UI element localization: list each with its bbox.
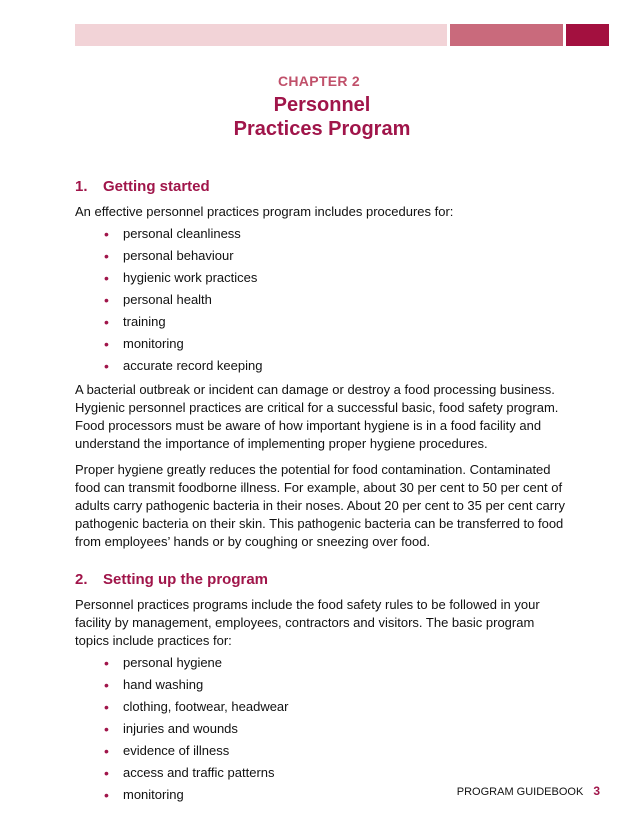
bullet-icon: • xyxy=(104,336,109,352)
header-bar-dark xyxy=(566,24,609,46)
list-item: • hygienic work practices xyxy=(75,267,570,289)
section-2-heading xyxy=(75,570,570,590)
bullet-icon: • xyxy=(104,292,109,308)
bullet-icon: • xyxy=(104,765,109,781)
list-item: • training xyxy=(75,311,570,333)
section-1-paragraph-1: A bacterial outbreak or incident can damage or destroy a food processing business. Hygienic personnel practices are critical for a successful basic, food safety program. Food processors must be aware of how important hygiene is in a food facility and understand the importance of implementing proper hygiene procedures. xyxy=(75,382,559,451)
bullet-icon: • xyxy=(104,721,109,737)
page-number: 3 xyxy=(593,784,600,798)
bullet-icon: • xyxy=(104,787,109,803)
list-item: • personal behaviour xyxy=(75,245,570,267)
bullet-icon: • xyxy=(104,314,109,330)
header-bar-mid xyxy=(450,24,563,46)
header-bar-light xyxy=(75,24,447,46)
list-item: • monitoring xyxy=(75,333,570,355)
bullet-icon: • xyxy=(104,655,109,671)
section-1-bullet-list xyxy=(75,223,570,377)
list-item: • personal cleanliness xyxy=(75,223,570,245)
footer-label: PROGRAM GUIDEBOOK xyxy=(456,786,584,798)
chapter-title-line2: Practices Program xyxy=(233,118,411,140)
chapter-title-line1: Personnel xyxy=(273,94,371,116)
list-item: • evidence of illness xyxy=(75,740,570,762)
chapter-label: CHAPTER 2 xyxy=(277,73,361,89)
bullet-icon: • xyxy=(104,699,109,715)
bullet-icon: • xyxy=(104,270,109,286)
section-2-intro: Personnel practices programs include the food safety rules to be followed in your facility by management, employees, contractors and visitors. The basic program topics include practices for: xyxy=(75,597,540,648)
list-item: • monitoring xyxy=(75,784,570,806)
list-item: • hand washing xyxy=(75,674,570,696)
list-item: • access and traffic patterns xyxy=(75,762,570,784)
page-footer xyxy=(420,784,600,798)
section-2-number: 2. xyxy=(75,571,88,588)
chapter-title xyxy=(0,93,638,141)
bullet-icon: • xyxy=(104,677,109,693)
bullet-icon: • xyxy=(104,743,109,759)
section-1-number: 1. xyxy=(75,178,88,195)
section-1-paragraph-2: Proper hygiene greatly reduces the potential for food contamination. Contaminated food can transmit foodborne illness. For example, about 30 per cent to 50 per cent of adults carry pathogenic bacteria in their noses. About 20 per cent to 35 per cent carry pathogenic bacteria on their skin. This pathogenic bacteria can be transferred to food from employees’ hands or by coughing or sneezing over food. xyxy=(75,462,565,549)
section-1-intro: An effective personnel practices program includes procedures for: xyxy=(75,204,454,219)
bullet-icon: • xyxy=(104,226,109,242)
section-2-title: Setting up the program xyxy=(103,571,268,588)
list-item: • clothing, footwear, headwear xyxy=(75,696,570,718)
section-1-heading xyxy=(75,177,570,197)
bullet-icon: • xyxy=(104,248,109,264)
section-1-title: Getting started xyxy=(103,178,210,195)
page-content xyxy=(75,177,570,806)
list-item: • personal health xyxy=(75,289,570,311)
section-2-bullet-list xyxy=(75,652,570,806)
list-item: • personal hygiene xyxy=(75,652,570,674)
bullet-icon: • xyxy=(104,358,109,374)
list-item: • accurate record keeping xyxy=(75,355,570,377)
list-item: • injuries and wounds xyxy=(75,718,570,740)
